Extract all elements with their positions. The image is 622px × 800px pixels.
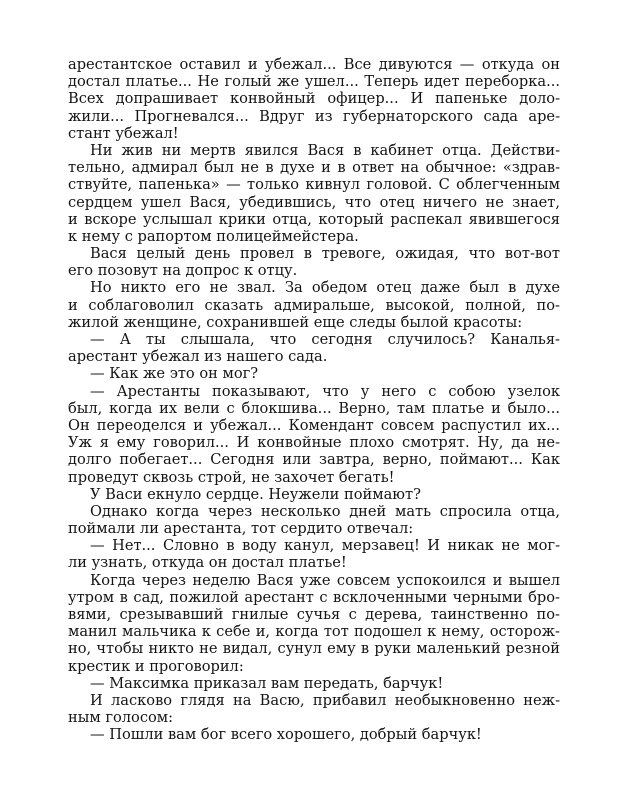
book-page-text — [68, 56, 560, 744]
text-line: жилой женщине, сохранившей еще следы былой красоты: — [68, 313, 523, 331]
text-line: ствуйте, папенька» — только кивнул головой. С облегченным — [68, 176, 560, 194]
paragraph — [68, 537, 560, 571]
text-line: ным голосом: — [68, 709, 174, 727]
paragraph — [68, 692, 560, 726]
paragraph — [68, 486, 560, 503]
text-line: — А ты слышала, что сегодня случилось? Каналья- — [90, 331, 560, 348]
text-line: У Васи екнуло сердце. Неужели поймают? — [90, 485, 421, 503]
text-line: поймали ли арестанта, тот сердито отвечал: — [68, 520, 414, 538]
paragraph — [68, 572, 560, 675]
text-line: Однако когда через несколько дней мать спросила отца, — [90, 502, 560, 520]
text-line: Вася целый день провел в тревоге, ожидая, что вот-вот — [90, 245, 560, 263]
text-line: его позовут на допрос к отцу. — [68, 262, 298, 280]
paragraph — [68, 279, 560, 331]
text-line: — Нет... Словно в воду канул, мерзавец! И никак не мог- — [90, 537, 560, 555]
text-line: долго побегает... Сегодня или завтра, верно, поймают... Как — [68, 451, 560, 469]
text-line: арестант убежал из нашего сада. — [68, 348, 328, 366]
paragraph — [68, 245, 560, 279]
text-line: Он переоделся и убежал... Комендант совсем распустил их... — [68, 416, 560, 434]
paragraph — [68, 675, 560, 692]
text-line: но, чтобы никто не видал, сунул ему в руки маленький резной — [68, 640, 560, 658]
text-line: Ни жив ни мертв явился Вася в кабинет отца. Действи- — [90, 141, 560, 159]
paragraph — [68, 383, 560, 486]
paragraph — [68, 726, 560, 743]
text-line: сердцем ушел Вася, убедившись, что отец ничего не знает, — [68, 193, 560, 211]
text-line: утром в сад, пожилой арестант с всклоченными черными бро- — [68, 588, 560, 606]
text-line: тельно, адмирал был не в духе и в ответ на обычное: «здрав- — [68, 159, 560, 177]
text-line: — Пошли вам бог всего хорошего, добрый барчук! — [90, 726, 482, 744]
paragraph — [68, 503, 560, 537]
text-line: и соблаговолил сказать адмиральше, высокой, полной, по- — [68, 296, 560, 314]
text-line: был, когда их вели с блокшива... Верно, там платье и было... — [68, 399, 560, 417]
text-line: достал платье... Не голый же ушел... Теперь идет переборка... — [68, 73, 560, 91]
text-line: вями, срезывавший гнилые сучья с дерева, таинственно по- — [68, 606, 560, 623]
text-line: — Как же это он мог? — [90, 365, 259, 383]
text-line: арестантское оставил и убежал... Все дивуются — откуда он — [68, 56, 560, 73]
text-line: к нему с рапортом полицеймейстера. — [68, 227, 359, 245]
paragraph — [68, 142, 560, 245]
text-line: ли узнать, откуда он достал платье! — [68, 554, 347, 572]
text-line: крестик и проговорил: — [68, 657, 244, 675]
text-line: Уж я ему говорил... И конвойные плохо смотрят. Ну, да не- — [68, 434, 560, 452]
text-line: Но никто его не звал. За обедом отец даже был в духе — [90, 279, 560, 297]
text-line: Всех допрашивает конвойный офицер... И папеньке доло- — [68, 90, 560, 108]
text-line: и вскоре услышал крики отца, который распекал явившегося — [68, 210, 560, 228]
text-line: — Максимка приказал вам передать, барчук! — [90, 674, 444, 692]
text-line: жили... Прогневался... Вдруг из губернаторского сада аре- — [68, 107, 560, 125]
paragraph — [68, 331, 560, 365]
text-line: И ласково глядя на Васю, прибавил необыкновенно неж- — [90, 691, 560, 709]
text-line: Когда через неделю Вася уже совсем успокоился и вышел — [90, 571, 560, 589]
paragraph — [68, 56, 560, 142]
paragraph — [68, 365, 560, 382]
text-line: проведут сквозь строй, не захочет бегать! — [68, 468, 395, 486]
text-line: стант убежал! — [68, 124, 179, 142]
text-line: манил мальчика к себе и, когда тот подошел к нему, осторож- — [68, 623, 560, 641]
text-line: — Арестанты показывают, что у него с собою узелок — [90, 382, 560, 400]
